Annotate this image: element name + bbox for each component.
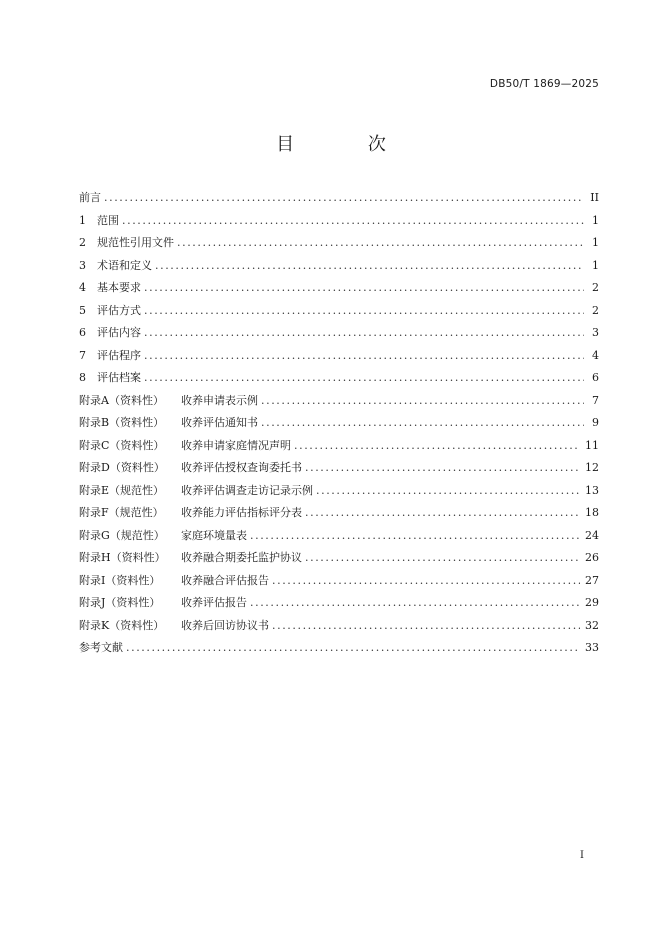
toc-leader-dots [144,326,584,339]
toc-entry[interactable] [79,234,599,257]
toc-entry-appendix-label: 附录I（资料性） [79,573,161,587]
toc-entry-number: 5 [79,303,86,317]
toc-leader-dots [250,529,580,542]
toc-entry-page: 29 [585,596,599,609]
toc-entry-number: 1 [79,213,86,227]
toc-leader-dots [261,394,584,407]
toc-leader-dots [126,641,580,654]
toc-leader-dots [144,281,584,294]
toc-entry-title: 收养评估调查走访记录示例 [181,483,313,497]
toc-entry-title: 规范性引用文件 [97,236,174,249]
toc-entry[interactable] [79,437,599,460]
toc-entry-title: 收养评估报告 [181,596,247,609]
toc-leader-dots [122,214,584,227]
toc-entry-appendix-label: 附录H（资料性） [79,551,166,564]
toc-entry[interactable] [79,369,599,392]
toc-entry[interactable] [79,594,599,617]
toc-leader-dots [144,371,584,384]
toc-entry-appendix-label: 附录F（规范性） [79,506,164,519]
toc-entry[interactable] [79,504,599,527]
toc-entry-page: 32 [585,618,599,632]
toc-entry-number: 4 [79,281,86,294]
toc-leader-dots [250,596,580,609]
toc-leader-dots [155,259,584,272]
toc-entry[interactable] [79,324,599,347]
toc-entry-appendix-label: 附录K（资料性） [79,618,165,632]
toc-entry-page: 1 [592,258,599,272]
toc-entry-title: 前言 [79,191,101,204]
toc-entry-title: 评估方式 [97,303,141,317]
page-title: 目 次 [276,134,420,155]
toc-entry-page: 1 [592,213,599,227]
toc-entry-page: II [590,191,599,204]
toc-entry[interactable] [79,347,599,370]
toc-entry[interactable] [79,189,599,212]
toc-entry-appendix-label: 附录J（资料性） [79,596,161,609]
toc-entry-page: 2 [592,281,599,294]
toc-entry-title: 评估程序 [97,348,141,362]
toc-entry-title: 基本要求 [97,281,141,294]
toc-entry-title: 范围 [97,213,119,227]
toc-entry-title: 收养评估通知书 [181,416,258,429]
toc-entry[interactable] [79,257,599,280]
toc-leader-dots [294,439,580,452]
toc-entry[interactable] [79,527,599,550]
toc-entry[interactable] [79,549,599,572]
toc-entry-page: 13 [585,483,599,497]
toc-leader-dots [261,416,584,429]
toc-entry-number: 3 [79,258,86,272]
toc-entry[interactable] [79,482,599,505]
toc-entry-page: 18 [585,506,599,519]
toc-entry-appendix-label: 附录A（资料性） [79,393,164,407]
toc-entry-title: 术语和定义 [97,258,152,272]
toc-entry[interactable] [79,279,599,302]
toc-leader-dots [272,619,580,632]
toc-entry-page: 26 [585,551,599,564]
toc-entry-title: 收养能力评估指标评分表 [181,506,302,519]
toc-leader-dots [305,461,580,474]
toc-leader-dots [272,574,580,587]
toc-entry-page: 2 [592,303,599,317]
toc-entry[interactable] [79,617,599,640]
toc-entry-title: 收养后回访协议书 [181,618,269,632]
toc-entry-page: 1 [592,236,599,249]
toc-entry-page: 12 [585,461,599,474]
toc-entry-title: 评估档案 [97,371,141,384]
toc-leader-dots [144,349,584,362]
toc-entry-page: 27 [585,573,599,587]
toc-entry-appendix-label: 附录B（资料性） [79,416,165,429]
toc-entry-number: 7 [79,348,86,362]
toc-entry-page: 11 [585,438,599,452]
toc-leader-dots [144,304,584,317]
toc-entry-page: 24 [585,528,599,542]
page-number: I [580,850,584,861]
toc-entry-number: 8 [79,371,86,384]
toc-entry-title: 评估内容 [97,326,141,339]
toc-entry[interactable] [79,414,599,437]
document-code: DB50/T 1869—2025 [489,78,599,90]
toc-entry[interactable] [79,459,599,482]
toc-entry-page: 7 [592,393,599,407]
toc-leader-dots [305,506,580,519]
toc-entry-appendix-label: 附录D（资料性） [79,461,165,474]
toc-entry-title: 收养融合期委托监护协议 [181,551,302,564]
toc-entry-title: 家庭环境量表 [181,528,247,542]
toc-entry-appendix-label: 附录C（资料性） [79,438,165,452]
toc-entry-appendix-label: 附录E（规范性） [79,483,165,497]
toc-entry-title: 收养申请表示例 [181,393,258,407]
toc-entry-title: 收养融合评估报告 [181,573,269,587]
toc-entry-appendix-label: 附录G（规范性） [79,528,165,542]
toc-entry[interactable] [79,392,599,415]
toc-entry-number: 6 [79,326,86,339]
toc-entry-page: 3 [592,326,599,339]
toc-entry-title: 收养申请家庭情况声明 [181,438,291,452]
toc-entry[interactable] [79,572,599,595]
toc-entry[interactable] [79,639,599,662]
toc-entry-title: 参考文献 [79,641,123,654]
toc-entry-page: 6 [592,371,599,384]
toc-entry-page: 9 [592,416,599,429]
toc-leader-dots [177,236,584,249]
toc-entry-page: 4 [592,348,599,362]
toc-leader-dots [305,551,580,564]
toc-leader-dots [316,484,580,497]
toc-entry-page: 33 [585,641,599,654]
toc-entry-title: 收养评估授权查询委托书 [181,461,302,474]
toc-leader-dots [104,191,584,204]
toc-entry[interactable] [79,302,599,325]
toc-entry[interactable] [79,212,599,235]
toc-entry-number: 2 [79,236,86,249]
table-of-contents [79,189,599,662]
